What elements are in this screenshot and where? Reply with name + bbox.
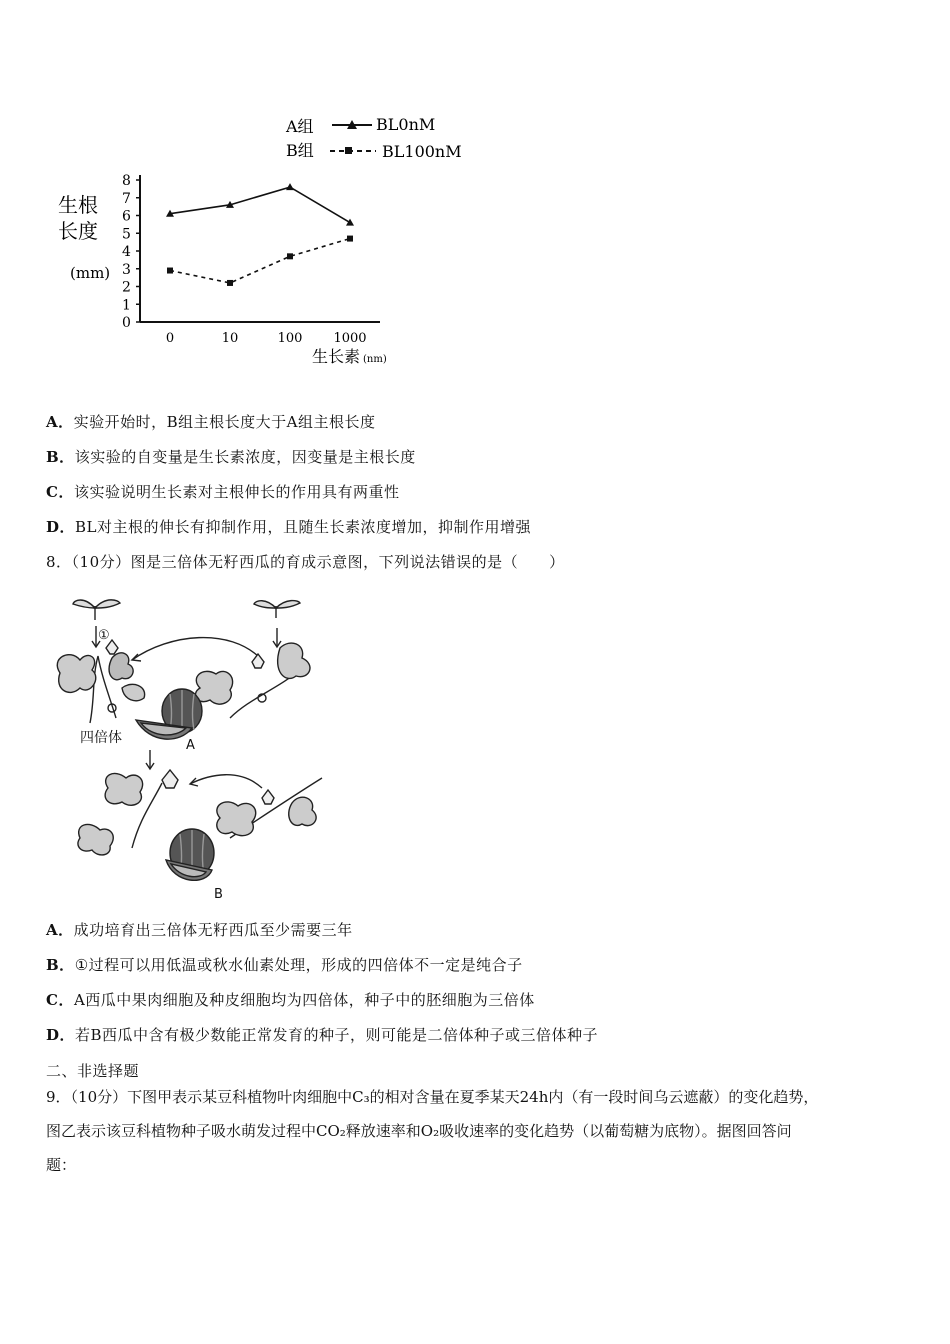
q8-stem: 8．（10分）图是三倍体无籽西瓜的育成示意图，下列说法错误的是（ ） <box>46 553 565 571</box>
x-tick-label: 10 <box>221 331 239 346</box>
legend-group-b: B组 <box>286 141 314 160</box>
chart-legend <box>285 115 462 161</box>
x-axis-unit: (nm) <box>363 354 387 365</box>
x-axis-label: 生长素 <box>312 347 361 366</box>
option-text: ①过程可以用低温或秋水仙素处理，形成的四倍体不一定是纯合子 <box>74 956 523 974</box>
series-line-a <box>170 187 350 223</box>
data-point <box>227 280 233 286</box>
watermelon-b-icon <box>166 829 214 880</box>
q8-option-a <box>46 919 353 940</box>
q8-option-b <box>46 954 523 975</box>
step-1-label: ① <box>98 628 110 643</box>
y-axis-label-line1: 生根 <box>58 193 98 217</box>
option-text: A西瓜中果肉细胞及种皮细胞均为四倍体，种子中的胚细胞为三倍体 <box>73 991 535 1009</box>
q8-option-d <box>46 1024 598 1045</box>
watermelon-b-label: B <box>214 887 223 902</box>
option-letter: B． <box>46 956 75 974</box>
data-point <box>167 268 173 274</box>
data-point <box>346 219 354 226</box>
watermelon-a-label: A <box>186 738 195 753</box>
legend-marker-b <box>345 147 352 154</box>
y-axis-label-line2: 长度 <box>58 219 98 243</box>
watermelon-a-icon <box>136 689 202 739</box>
y-tick-label: 1 <box>122 297 131 314</box>
diploid-plant-bottom-icon <box>217 778 322 838</box>
pollination-arrow-top <box>132 638 260 660</box>
y-tick-label: 4 <box>122 244 131 260</box>
legend-label-b: BL100nM <box>382 142 462 161</box>
watermelon-breeding-figure <box>40 588 350 908</box>
y-tick-label: 7 <box>122 190 131 207</box>
q8-option-c <box>46 989 535 1010</box>
option-text: BL对主根的伸长有抑制作用，且随生长素浓度增加，抑制作用增强 <box>75 518 532 536</box>
q9-paragraph <box>46 1080 916 1182</box>
y-ticks <box>122 173 140 331</box>
y-tick-label: 5 <box>122 226 131 243</box>
x-tick-label: 100 <box>277 331 303 346</box>
q7-option-d <box>46 516 531 537</box>
legend-label-a: BL0nM <box>376 115 436 134</box>
option-text: 若B西瓜中含有极少数能正常发育的种子，则可能是二倍体种子或三倍体种子 <box>75 1026 599 1044</box>
option-letter: D． <box>46 518 76 536</box>
x-ticks <box>166 331 367 346</box>
q7-option-b <box>46 446 416 467</box>
tetraploid-plant-icon <box>57 640 144 723</box>
root-length-chart <box>40 100 500 380</box>
diploid-plant-icon <box>195 643 309 718</box>
option-letter: B． <box>46 448 75 466</box>
tetraploid-plant-bottom-icon <box>78 770 178 855</box>
y-tick-label: 8 <box>122 173 131 189</box>
data-point <box>286 183 294 190</box>
q9-line-3: 题： <box>46 1156 77 1174</box>
option-text: 该实验的自变量是生长素浓度，因变量是主根长度 <box>74 448 416 466</box>
y-tick-label: 2 <box>122 279 131 296</box>
data-point <box>287 253 293 259</box>
x-tick-label: 1000 <box>333 331 367 346</box>
y-axis-unit: (mm) <box>70 264 111 282</box>
option-text: 该实验说明生长素对主根伸长的作用具有两重性 <box>73 483 400 501</box>
chart-series <box>166 183 354 286</box>
option-letter: A． <box>46 921 74 939</box>
option-letter: C． <box>46 483 74 501</box>
option-letter: C． <box>46 991 74 1009</box>
q9-line-1: 9．（10分）下图甲表示某豆科植物叶肉细胞中C₃的相对含量在夏季某天24h内（有一段时间乌云遮蔽）的变化趋势， <box>46 1088 819 1106</box>
seedling-right-icon <box>254 601 300 618</box>
pollination-arrow-bottom <box>190 775 262 788</box>
y-tick-label: 3 <box>122 261 131 278</box>
q7-option-c <box>46 481 399 502</box>
option-letter: A． <box>46 413 74 431</box>
q7-option-a <box>46 411 376 432</box>
seedling-left-icon <box>73 600 120 620</box>
y-tick-label: 6 <box>122 208 131 225</box>
option-text: 成功培育出三倍体无籽西瓜至少需要三年 <box>73 921 353 939</box>
option-letter: D． <box>46 1026 76 1044</box>
series-line-b <box>170 239 350 283</box>
tetraploid-label: 四倍体 <box>80 730 122 746</box>
q9-line-2: 图乙表示该豆科植物种子吸水萌发过程中CO₂释放速率和O₂吸收速率的变化趋势（以葡萄糖为底物）。据图回答问 <box>46 1122 792 1140</box>
x-tick-label: 0 <box>165 331 175 346</box>
option-text: 实验开始时，B组主根长度大于A组主根长度 <box>73 413 376 431</box>
legend-group-a: A组 <box>286 117 314 136</box>
section-heading: 二、非选择题 <box>46 1062 140 1080</box>
data-point <box>347 236 353 242</box>
y-tick-label: 0 <box>122 315 131 331</box>
